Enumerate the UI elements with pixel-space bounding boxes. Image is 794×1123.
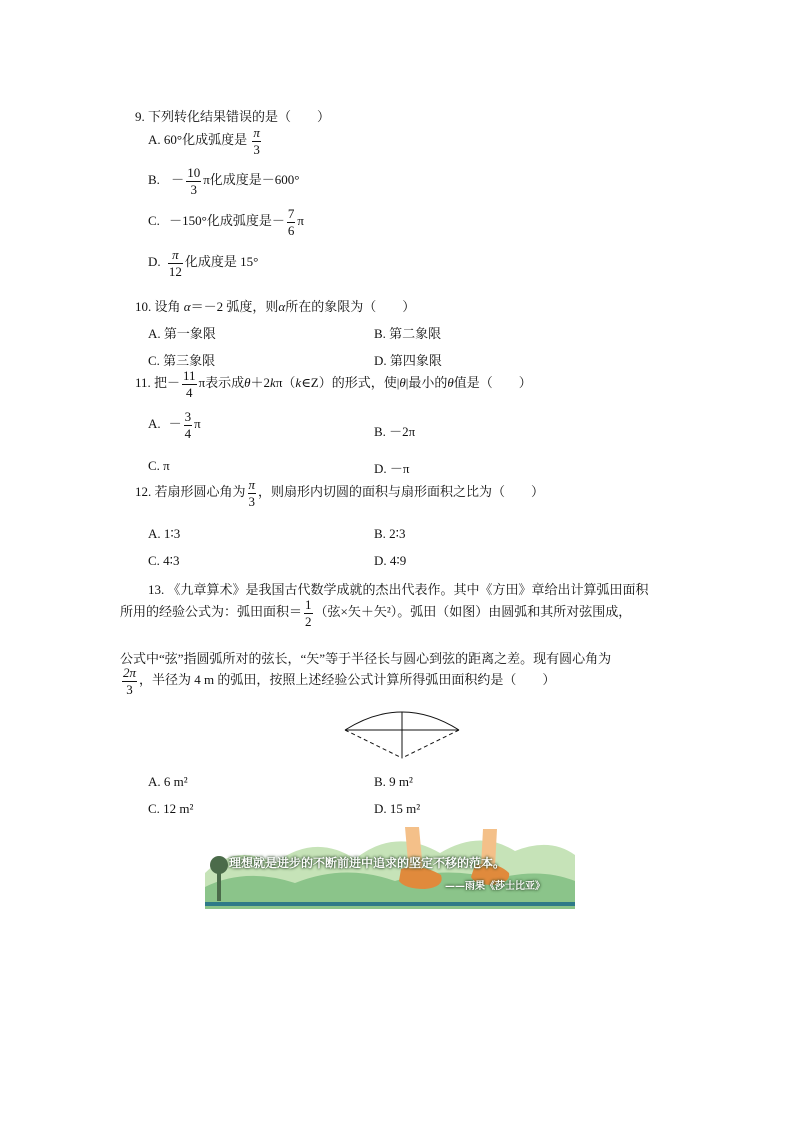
q12-option-d: D. 4∶9 <box>374 553 407 568</box>
q9-option-d <box>148 248 258 278</box>
q13-line-3: 公式中“弦”指圆弧所对的弦长，“矢”等于半径长与圆心到弦的距离之差。现有圆心角为 <box>120 651 612 666</box>
q11-option-a: A. － $\frac{3}{4}$ π <box>148 409 201 441</box>
q12-stem: 12. 若扇形圆心角为 $\frac{\pi}{3}$ ，则扇形内切圆的面积与扇形面积之比为（ ） <box>135 477 545 509</box>
q9-option-b <box>148 166 299 196</box>
q9-c-pi: π <box>297 213 304 229</box>
q10-option-d: D. 第四象限 <box>374 353 442 368</box>
q10-option-c: C. 第三象限 <box>148 353 216 368</box>
arc-field-figure <box>340 706 464 762</box>
q9-a-fraction: $\frac{\pi}{3}$ <box>253 125 260 157</box>
q13-option-c: C. 12 m² <box>148 801 194 816</box>
q9-d-fraction: $\frac{\pi}{12}$ <box>168 247 182 279</box>
q9-b-sign: － <box>171 172 185 188</box>
q9-option-c <box>148 207 304 237</box>
q11-option-d: D. －π <box>374 461 410 476</box>
q13-line-4: $\frac{2\pi}{3}$ ，半径为 4 m 的弧田，按照上述经验公式计算所得弧田面积约是（ ） <box>123 665 556 697</box>
q10-option-b: B. 第二象限 <box>374 326 442 341</box>
q13-line-1: 13. 《九章算术》是我国古代数学成就的杰出代表作。其中《方田》章给出计算弧田面积 <box>148 582 649 597</box>
q10-stem: 10. 设角 α＝－2 弧度，则α所在的象限为（ ） <box>135 299 416 314</box>
q13-option-a: A. 6 m² <box>148 774 188 789</box>
q9-option-a <box>148 126 263 156</box>
q13-option-d: D. 15 m² <box>374 801 421 816</box>
q9-a-text: 60°化成弧度是 <box>163 132 248 148</box>
q9-c-label: C. <box>148 213 160 229</box>
banner-base-line <box>205 902 575 906</box>
radius-right-dashed <box>402 730 459 758</box>
q9-b-fraction: $\frac{10}{3}$ <box>187 165 201 197</box>
banner-author: ——雨果《莎士比亚》 <box>445 881 545 892</box>
radius-left-dashed <box>345 730 402 758</box>
q9-d-label: D. <box>148 254 161 270</box>
quote-banner <box>205 823 575 909</box>
q9-a-label: A. <box>148 132 161 148</box>
q13-line-2: 所用的经验公式为：弧田面积＝ $\frac{1}{2}$ （弦×矢＋矢²）。弧田（如图）由圆弧和其所对弦围成， <box>120 597 632 629</box>
q12-option-b: B. 2∶3 <box>374 526 406 541</box>
q11-option-c: C. π <box>148 458 170 473</box>
q12-option-a: A. 1∶3 <box>148 526 181 541</box>
q9-d-text: 化成度是 15° <box>184 254 259 270</box>
q11-option-b: B. －2π <box>374 424 416 439</box>
q12-option-c: C. 4∶3 <box>148 553 180 568</box>
q13-option-b: B. 9 m² <box>374 774 413 789</box>
q9-b-text: π化成度是－600° <box>203 172 300 188</box>
q9-b-label: B. <box>148 172 160 188</box>
q9-stem: 9. 下列转化结果错误的是（ ） <box>135 109 331 124</box>
q9-c-fraction: $\frac{7}{6}$ <box>287 206 295 238</box>
q9-c-text: －150°化成弧度是－ <box>169 213 285 229</box>
q10-option-a: A. 第一象限 <box>148 326 216 341</box>
banner-quote: 理想就是进步的不断前进中追求的坚定不移的范本。 <box>229 856 506 870</box>
q11-stem: 11. 把－ $\frac{11}{4}$ π表示成θ＋2kπ（k∈Z）的形式，使|θ|最小的θ值是（ ） <box>135 368 532 400</box>
